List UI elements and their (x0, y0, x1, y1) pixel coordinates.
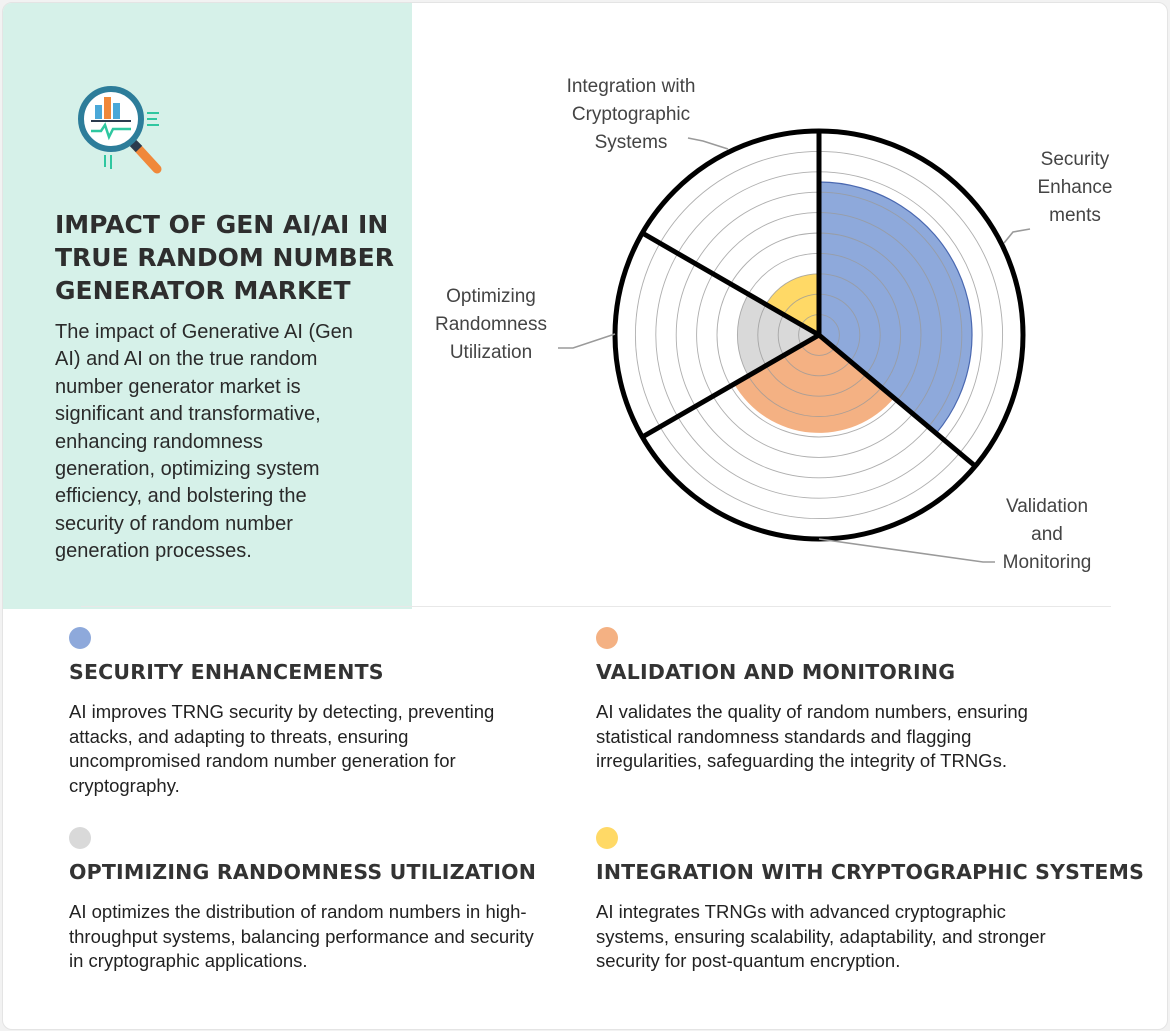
category-label-validation-and-monitoring: and (1031, 524, 1063, 545)
infographic-card (2, 2, 1168, 1030)
category-label-integration-with-cryptographic-systems: Systems (594, 132, 668, 153)
leader-line (1004, 229, 1030, 243)
category-label-integration-with-cryptographic-systems: Cryptographic (571, 104, 691, 125)
item-text: AI optimizes the distribution of random numbers in high-throughput systems, balancing performance and security in cryptographic applications. (69, 901, 534, 971)
legend-dot (596, 827, 618, 849)
section-divider (81, 606, 1111, 607)
item-title: INTEGRATION WITH CRYPTOGRAPHIC SYSTEMS (596, 860, 1145, 884)
category-label-integration-with-cryptographic-systems: Integration with (566, 76, 696, 97)
page-title: IMPACT OF GEN AI/AI IN TRUE RANDOM NUMBER GENERATOR MARKET (55, 210, 394, 305)
item-title: OPTIMIZING RANDOMNESS UTILIZATION (69, 860, 537, 884)
item-text: AI improves TRNG security by detecting, preventing attacks, and adapting to threats, ensuring uncompromised random number generation for cryptography. (69, 701, 495, 796)
polar-area-chart (3, 3, 1167, 603)
category-label-security-enhancements: Security (1040, 149, 1110, 170)
item-security-enhancements (69, 627, 539, 798)
leader-line (558, 334, 615, 348)
category-label-validation-and-monitoring: Monitoring (1002, 552, 1092, 573)
category-label-optimizing-randomness-utilization: Utilization (449, 342, 533, 363)
item-text: AI integrates TRNGs with advanced cryptographic systems, ensuring scalability, adaptability, and stronger security for post-quantum encryption. (596, 901, 1046, 971)
leader-line (819, 539, 995, 562)
legend-dot (69, 827, 91, 849)
item-title: VALIDATION AND MONITORING (596, 660, 956, 684)
intro-description: The impact of Generative AI (Gen AI) and AI on the true random number generator market is significant and transformative, enhancing randomness generation, optimizing system efficiency, and bolstering the security of random number generation processes. (55, 321, 353, 563)
category-label-security-enhancements: ments (1049, 205, 1101, 226)
item-validation-monitoring (596, 627, 1066, 774)
leader-line (688, 138, 728, 149)
category-label-optimizing-randomness-utilization: Optimizing (446, 286, 536, 307)
legend-dot (596, 627, 618, 649)
category-label-validation-and-monitoring: Validation (1005, 496, 1089, 517)
item-integration-cryptographic (596, 827, 1145, 974)
item-title: SECURITY ENHANCEMENTS (69, 660, 384, 684)
legend-dot (69, 627, 91, 649)
item-optimizing-randomness (69, 827, 539, 974)
category-label-security-enhancements: Enhance (1037, 177, 1113, 198)
item-text: AI validates the quality of random numbers, ensuring statistical randomness standards and flagging irregularities, safeguarding the integrity of TRNGs. (596, 701, 1028, 771)
category-label-optimizing-randomness-utilization: Randomness (435, 314, 547, 335)
